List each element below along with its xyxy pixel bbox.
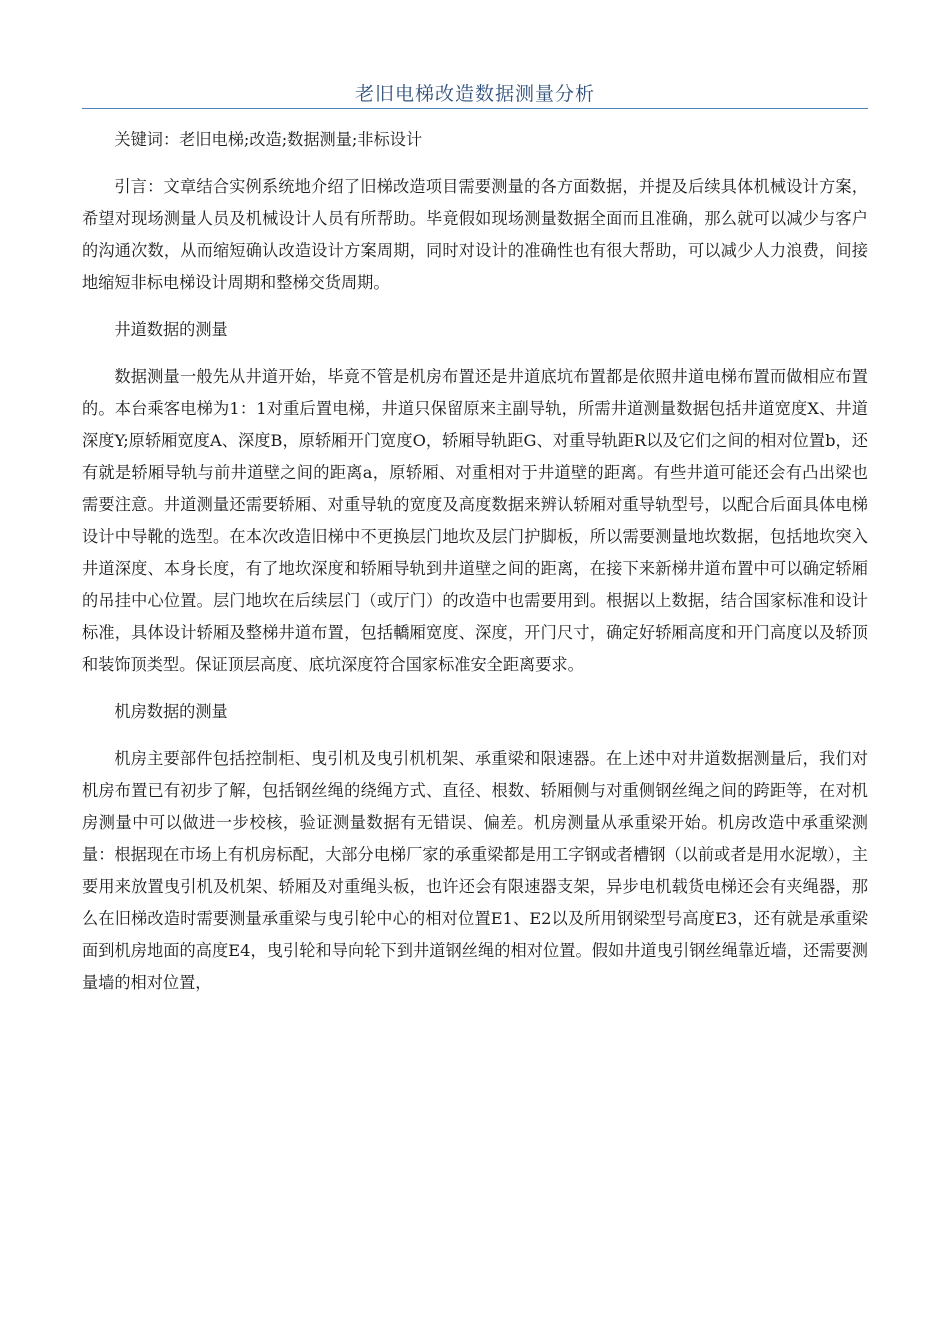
introduction-paragraph: 引言：文章结合实例系统地介绍了旧梯改造项目需要测量的各方面数据，并提及后续具体机械设计方案，希望对现场测量人员及机械设计人员有所帮助。毕竟假如现场测量数据全面而且准确，那么就可以减少与客户的沟通次数，从而缩短确认改造设计方案周期，同时对设计的准确性也有很大帮助，可以减少人力浪费，间接地缩短非标电梯设计周期和整梯交货周期。 (82, 177, 868, 292)
document-body (82, 124, 868, 1014)
section-heading-hoistway: 井道数据的测量 (114, 320, 228, 339)
section-heading-machine-room: 机房数据的测量 (114, 702, 228, 721)
document-title: 老旧电梯改造数据测量分析 (354, 83, 595, 105)
hoistway-paragraph: 数据测量一般先从井道开始，毕竟不管是机房布置还是井道底坑布置都是依照井道电梯布置而做相应布置的。本台乘客电梯为1：1对重后置电梯，井道只保留原来主副导轨，所需井道测量数据包括井道宽度X、井道深度Y;原轿厢宽度A、深度B，原轿厢开门宽度O，轿厢导轨距G、对重导轨距R以及它们之间的相对位置b，还有就是轿厢导轨与前井道壁之间的距离a，原轿厢、对重相对于井道壁的距离。有些井道可能还会有凸出梁也需要注意。井道测量还需要轿厢、对重导轨的宽度及高度数据来辨认轿厢对重导轨型号，以配合后面具体电梯设计中导靴的选型。在本次改造旧梯中不更换层门地坎及层门护脚板，所以需要测量地坎数据，包括地坎突入井道深度、本身长度，有了地坎深度和轿厢导轨到井道壁之间的距离，在接下来新梯井道布置中可以确定轿厢的吊挂中心位置。层门地坎在后续层门（或厅门）的改造中也需要用到。根据以上数据，结合国家标准和设计标准，具体设计轿厢及整梯井道布置，包括轎厢宽度、深度，开门尺寸，确定好轿厢高度和开门高度以及轿顶和装饰顶类型。保证顶层高度、底坑深度符合国家标准安全距离要求。 (82, 367, 868, 674)
keywords-paragraph: 关键词：老旧电梯;改造;数据测量;非标设计 (114, 130, 423, 149)
machine-room-paragraph: 机房主要部件包括控制柜、曳引机及曳引机机架、承重梁和限速器。在上述中对井道数据测量后，我们对机房布置已有初步了解，包括钢丝绳的绕绳方式、直径、根数、轿厢侧与对重侧钢丝绳之间的跨距等，在对机房测量中可以做进一步校核，验证测量数据有无错误、偏差。机房测量从承重梁开始。机房改造中承重梁测量：根据现在市场上有机房标配，大部分电梯厂家的承重梁都是用工字钢或者槽钢（以前或者是用水泥墩），主要用来放置曳引机及机架、轿厢及对重绳头板，也许还会有限速器支架，异步电机载货电梯还会有夹绳器，那么在旧梯改造时需要测量承重梁与曳引轮中心的相对位置E1、E2以及所用钢梁型号高度E3，还有就是承重梁面到机房地面的高度E4，曳引轮和导向轮下到井道钢丝绳的相对位置。假如井道曳引钢丝绳靠近墙，还需要测量墙的相对位置， (82, 749, 868, 992)
title-underline (82, 108, 868, 109)
